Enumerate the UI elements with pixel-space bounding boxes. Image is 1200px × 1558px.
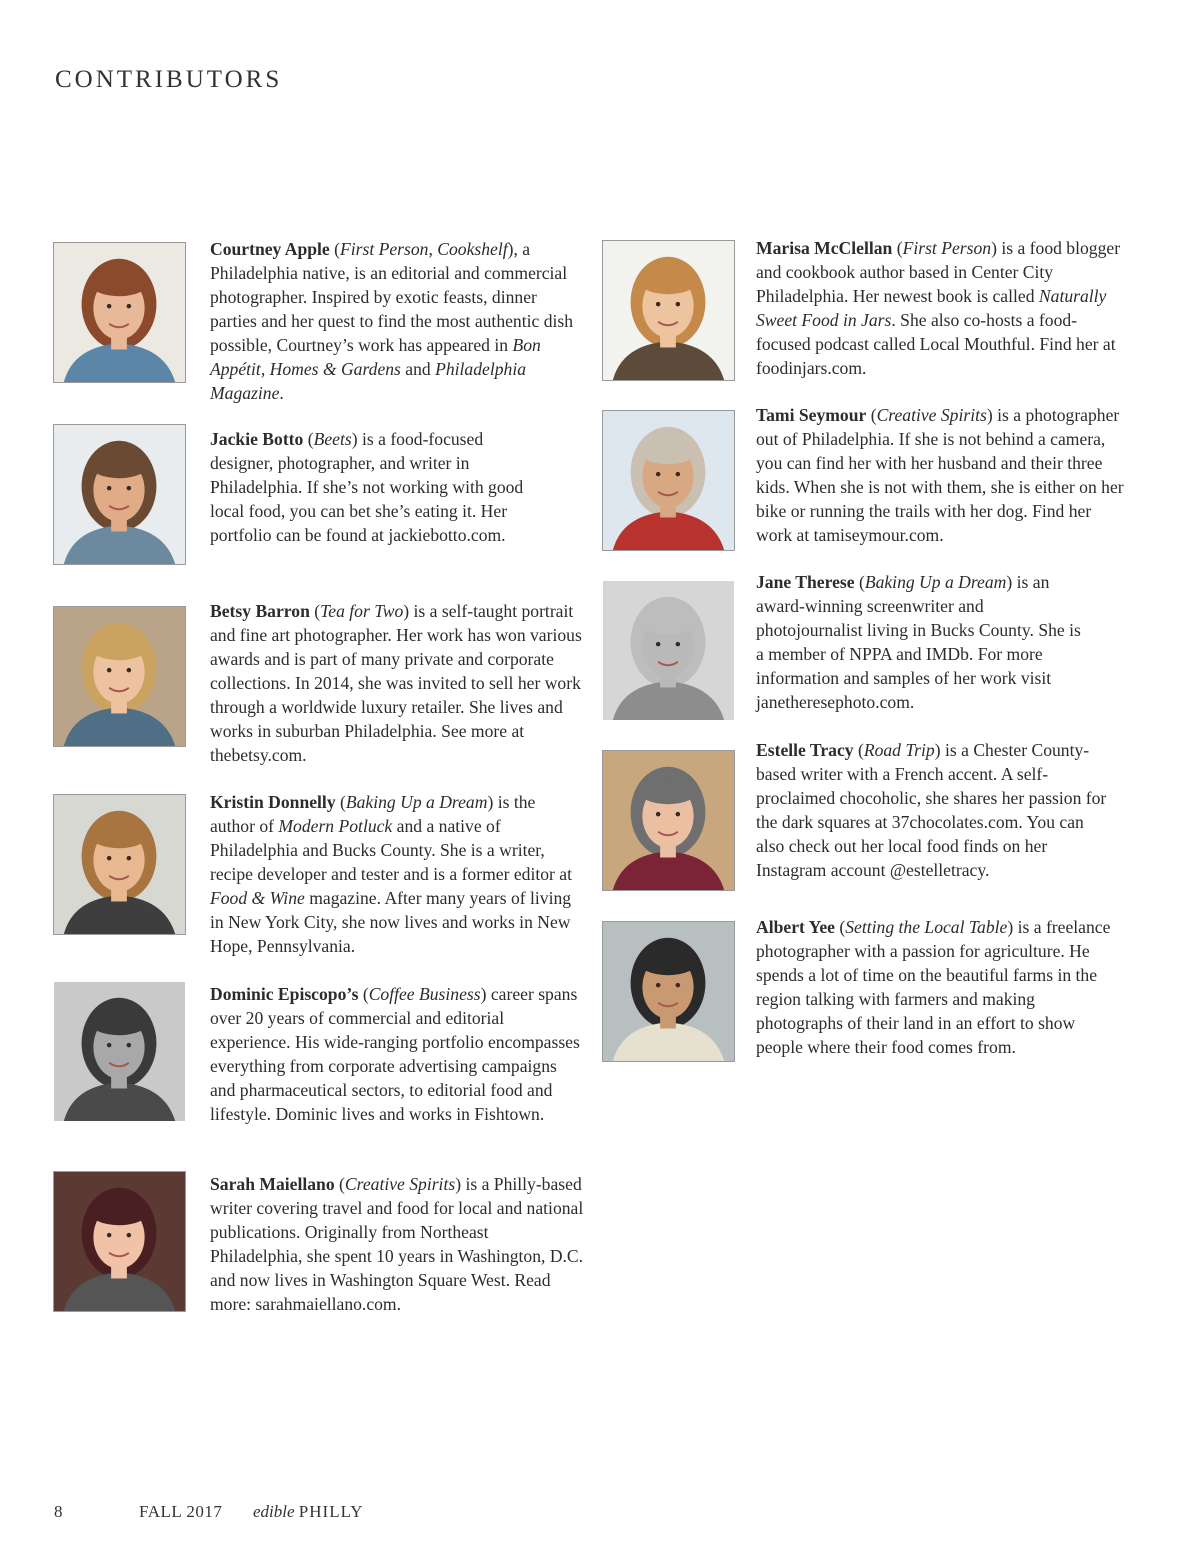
- bio-text: (: [854, 572, 865, 592]
- issue-label: FALL 2017: [139, 1502, 223, 1521]
- contributor-name: Betsy Barron: [210, 601, 310, 621]
- bio-text: ), a Philadelphia native, is an editorial and commercial photographer. Inspired by exotic feasts, dinner parties and her quest to find the most authentic dish possible, Courtney’s work has appeared in: [210, 239, 574, 355]
- contributor-photo-courtney-apple: [53, 242, 186, 383]
- publication-title: Modern Potluck: [278, 816, 393, 836]
- bio-text: ) career spans over 20 years of commercial and editorial experience. His wide-ranging portfolio encompasses everything from corporate advertising campaigns and pharmaceutical sectors, to editorial food and lifestyle. Dominic lives and works in Fishtown.: [210, 984, 580, 1124]
- contributor-name: Jackie Botto: [210, 429, 304, 449]
- bio-text: and: [400, 359, 436, 379]
- contributor-bio-estelle-tracy: [756, 738, 1112, 882]
- contributor-photo-tami-seymour: [602, 410, 735, 551]
- page-number: 8: [54, 1502, 63, 1521]
- bio-text: magazine. After many years of living in New York City, she now lives and works in New Hope, Pennsylvania.: [210, 888, 572, 956]
- publication-title: First Person, Cookshelf: [340, 239, 508, 259]
- bio-text: (: [303, 429, 314, 449]
- contributor-photo-sarah-maiellano: [53, 1171, 186, 1312]
- magazine-name-italic: edible: [253, 1502, 295, 1521]
- bio-text: and a native of Philadelphia and Bucks County. She is a writer, recipe developer and tester and is a former editor at: [210, 816, 572, 884]
- bio-text: ) is a food blogger and cookbook author based in Center City Philadelphia. Her newest book is called: [756, 238, 1121, 306]
- publication-title: Creative Spirits: [344, 1174, 456, 1194]
- publication-title: Baking Up a Dream: [345, 792, 488, 812]
- contributor-bio-dominic-episcopos: [210, 982, 582, 1126]
- contributor-bio-courtney-apple: [210, 237, 582, 405]
- bio-text: ) is a photographer out of Philadelphia. If she is not behind a camera, you can find her with her husband and their three kids. When she is not with them, she is either on her bike or running the trails with her dog. Find her work at tamiseymour.com.: [756, 405, 1124, 545]
- bio-text: ) is a Philly-based writer covering travel and food for local and national publications. Originally from Northeast Philadelphia, she spent 10 years in Washington, D.C. and now lives in Washington Square West. Read more: sarahmaiellano.com.: [210, 1174, 584, 1314]
- contributor-name: Albert Yee: [756, 917, 835, 937]
- contributor-bio-jane-therese: [756, 570, 1086, 714]
- bio-text: (: [309, 601, 321, 621]
- publication-title: Food & Wine: [210, 888, 305, 908]
- contributor-photo-jane-therese: [602, 580, 735, 721]
- contributor-bio-betsy-barron: [210, 599, 582, 767]
- contributor-name: Estelle Tracy: [756, 740, 854, 760]
- publication-title: Bon Appétit, Homes & Gardens: [210, 335, 541, 379]
- bio-text: ) is a Chester County-based writer with a French accent. A self-proclaimed chocoholic, she shares her passion for the dark squares at 37chocolates.com. You can also check out her local food finds on her Instagram account @estelletracy.: [756, 740, 1107, 880]
- bio-text: (: [329, 239, 341, 259]
- contributor-name: Sarah Maiellano: [210, 1174, 335, 1194]
- contributor-bio-kristin-donnelly: [210, 790, 582, 958]
- contributor-photo-kristin-donnelly: [53, 794, 186, 935]
- magazine-name: [253, 1502, 364, 1522]
- contributor-photo-estelle-tracy: [602, 750, 735, 891]
- publication-title: Baking Up a Dream: [864, 572, 1007, 592]
- contributor-photo-dominic-episcopos: [53, 981, 186, 1122]
- contributor-name: Kristin Donnelly: [210, 792, 336, 812]
- bio-text: (: [358, 984, 369, 1004]
- contributor-photo-betsy-barron: [53, 606, 186, 747]
- contributor-bio-sarah-maiellano: [210, 1172, 585, 1316]
- contributor-photo-marisa-mcclellan: [602, 240, 735, 381]
- publication-title: Creative Spirits: [876, 405, 987, 425]
- publication-title: Philadelphia Magazine: [210, 359, 526, 403]
- bio-text: (: [834, 917, 846, 937]
- contributor-bio-albert-yee: [756, 915, 1122, 1059]
- bio-text: ) is an award-winning screenwriter and photojournalist living in Bucks County. She is a member of NPPA and IMDb. For more information and samples of her work visit janetheresephoto.com.: [756, 572, 1081, 712]
- contributor-bio-marisa-mcclellan: [756, 236, 1122, 380]
- contributor-name: Tami Seymour: [756, 405, 867, 425]
- bio-text: ) is a food-focused designer, photographer, and writer in Philadelphia. If she’s not working with good local food, you can bet she’s eating it. Her portfolio can be found at jackiebotto.com.: [210, 429, 524, 545]
- bio-text: (: [892, 238, 903, 258]
- contributor-name: Courtney Apple: [210, 239, 330, 259]
- contributor-name: Jane Therese: [756, 572, 855, 592]
- publication-title: Naturally Sweet Food in Jars: [756, 286, 1107, 330]
- bio-text: (: [334, 1174, 345, 1194]
- publication-title: Setting the Local Table: [845, 917, 1008, 937]
- contributor-name: Marisa McClellan: [756, 238, 893, 258]
- contributor-photo-jackie-botto: [53, 424, 186, 565]
- publication-title: Beets: [313, 429, 352, 449]
- bio-text: (: [866, 405, 877, 425]
- bio-text: (: [853, 740, 864, 760]
- contributor-name: Dominic Episcopo’s: [210, 984, 359, 1004]
- contributor-bio-jackie-botto: [210, 427, 528, 547]
- publication-title: Tea for Two: [320, 601, 404, 621]
- publication-title: First Person: [902, 238, 992, 258]
- bio-text: ) is the author of: [210, 792, 536, 836]
- bio-text: . She also co-hosts a food-focused podcast called Local Mouthful. Find her at foodinjars.com.: [756, 310, 1116, 378]
- page-title: CONTRIBUTORS: [55, 66, 283, 93]
- bio-text: .: [279, 383, 284, 403]
- magazine-name-caps: PHILLY: [298, 1502, 364, 1521]
- contributor-photo-albert-yee: [602, 921, 735, 1062]
- bio-text: ) is a self-taught portrait and fine art photographer. Her work has won various awards and is part of many private and corporate collections. In 2014, she was invited to sell her work through a worldwide luxury retailer. She lives and works in suburban Philadelphia. See more at thebetsy.com.: [210, 601, 582, 765]
- publication-title: Coffee Business: [368, 984, 481, 1004]
- bio-text: (: [335, 792, 346, 812]
- publication-title: Road Trip: [863, 740, 935, 760]
- bio-text: ) is a freelance photographer with a passion for agriculture. He spends a lot of time on the beautiful farms in the region talking with farmers and making photographs of their land in an effort to show people where their food comes from.: [756, 917, 1111, 1057]
- contributor-bio-tami-seymour: [756, 403, 1128, 547]
